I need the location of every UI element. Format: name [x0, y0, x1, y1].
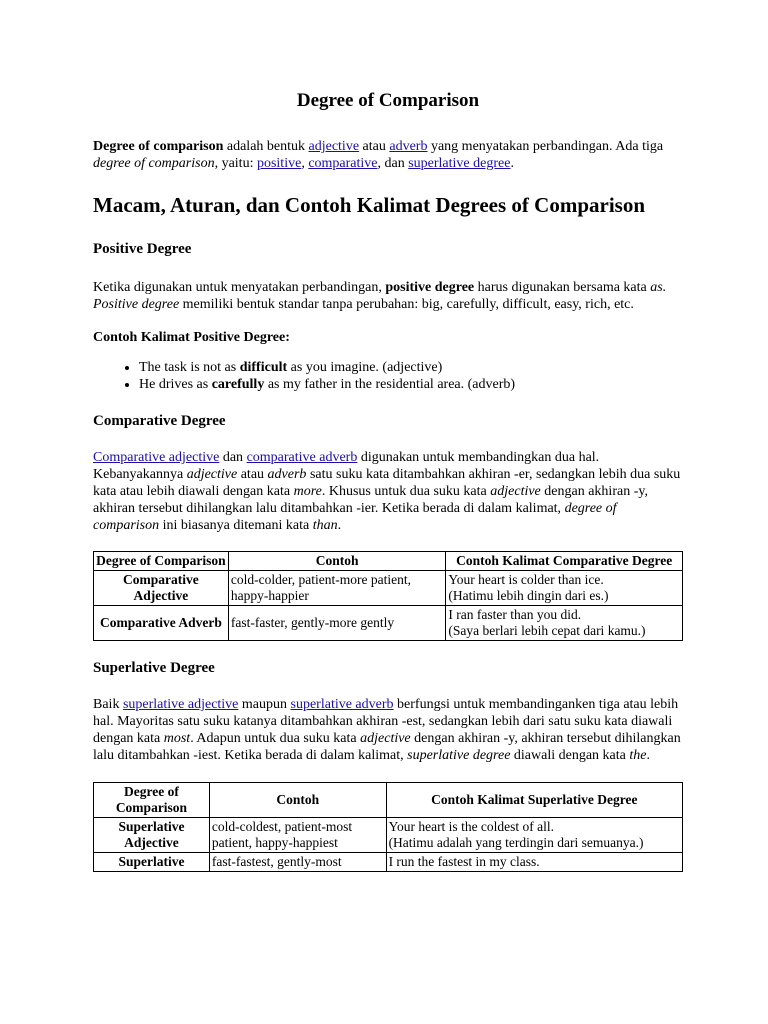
table-cell-example: cold-colder, patient-more patient, happy-happier — [228, 571, 446, 606]
superlative-italic: most — [163, 731, 191, 746]
comparative-italic: than — [312, 518, 338, 533]
table-row — [94, 818, 683, 853]
positive-text: memiliki bentuk standar tanpa perubahan: big, carefully, difficult, easy, rich, etc. — [179, 297, 634, 312]
intro-text: . — [510, 156, 514, 171]
comparative-italic: degree of comparison — [93, 501, 617, 533]
positive-example-heading — [93, 329, 683, 346]
comparative-degree-heading: Comparative Degree — [93, 413, 226, 429]
comparative-italic: adverb — [267, 467, 307, 482]
intro-text: adalah bentuk — [223, 139, 309, 154]
table-cell-sentence — [386, 818, 682, 853]
comparative-italic: adjective — [186, 467, 238, 482]
superlative-text: diawali dengan kata — [510, 748, 630, 763]
intro-text: , — [301, 156, 309, 171]
comparative-text: digunakan untuk membandingkan dua hal. Kebanyakannya — [93, 450, 600, 482]
comparative-table — [93, 551, 683, 641]
bullet-text: as you imagine. (adjective) — [287, 360, 443, 375]
document-content — [93, 88, 683, 872]
intro-text: yang menyatakan perbandingan. Ada tiga — [427, 139, 664, 154]
comparative-text: dan — [219, 450, 247, 465]
superlative-paragraph — [93, 696, 683, 764]
table-cell-example: fast-faster, gently-more gently — [228, 606, 446, 641]
bullet-bold: difficult — [239, 360, 288, 375]
link-positive[interactable]: positive — [256, 156, 302, 171]
positive-example-list — [93, 359, 683, 393]
superlative-degree-heading: Superlative Degree — [93, 660, 215, 676]
bullet-text: The task is not as — [139, 360, 240, 375]
comparative-text: ini biasanya ditemani kata — [159, 518, 313, 533]
sentence-text: I ran faster than you did. — [448, 607, 582, 622]
table-header: Degree of Comparison — [94, 783, 210, 818]
table-cell-sentence — [446, 571, 683, 606]
superlative-table — [93, 782, 683, 872]
comparative-text: atau — [237, 467, 268, 482]
sentence-text: Your heart is colder than ice. — [448, 572, 604, 587]
link-comparative-adverb[interactable]: comparative adverb — [246, 450, 358, 465]
link-superlative-adverb[interactable]: superlative adverb — [290, 697, 394, 712]
positive-text: Ketika digunakan untuk menyatakan perbandingan, — [93, 280, 386, 295]
list-item — [139, 359, 683, 376]
table-header: Contoh Kalimat Comparative Degree — [446, 552, 683, 571]
link-comparative[interactable]: comparative — [308, 156, 378, 171]
intro-paragraph — [93, 138, 683, 172]
superlative-text: . — [646, 748, 650, 763]
main-heading: Macam, Aturan, dan Contoh Kalimat Degrees of Comparison — [93, 193, 646, 217]
table-header-row — [94, 552, 683, 571]
table-cell-type: Comparative Adjective — [94, 571, 229, 606]
intro-bold-term: Degree of comparison — [93, 139, 224, 154]
positive-text: harus digunakan bersama kata — [474, 280, 651, 295]
positive-degree-heading: Positive Degree — [93, 241, 192, 257]
intro-text: , yaitu: — [214, 156, 257, 171]
superlative-text: Baik — [93, 697, 123, 712]
link-adjective[interactable]: adjective — [308, 139, 360, 154]
comparative-text: . Khusus untuk dua suku kata — [321, 484, 491, 499]
table-cell-type: Superlative — [94, 853, 210, 872]
comparative-text: satu suku kata ditambahkan akhiran -er, sedangkan lebih dua suku kata atau lebih diawali dengan kata — [93, 467, 681, 499]
superlative-text: maupun — [238, 697, 291, 712]
sentence-text: I run the fastest in my class. — [388, 854, 540, 869]
table-row — [94, 853, 683, 872]
table-cell-example: fast-fastest, gently-most — [209, 853, 386, 872]
link-superlative-adjective[interactable]: superlative adjective — [122, 697, 239, 712]
table-header: Contoh Kalimat Superlative Degree — [386, 783, 682, 818]
superlative-text: . Adapun untuk dua suku kata — [190, 731, 361, 746]
sentence-text: Your heart is the coldest of all. — [388, 819, 555, 834]
translation-text: (Hatimu adalah yang terdingin dari semuanya.) — [388, 835, 644, 850]
table-cell-type: Comparative Adverb — [94, 606, 229, 641]
positive-italic-term: as. Positive degree — [93, 280, 667, 312]
superlative-italic: adjective — [360, 731, 411, 746]
superlative-text: berfungsi untuk membandinganken tiga atau lebih hal. Mayoritas satu suku katanya ditambahkan akhiran -est, sedangkan lebih dari satu suku kata diawali dengan kata — [93, 697, 679, 746]
positive-paragraph — [93, 279, 683, 313]
intro-text: atau — [359, 139, 390, 154]
comparative-paragraph — [93, 449, 683, 534]
superlative-italic: superlative degree — [407, 748, 511, 763]
intro-text: , dan — [377, 156, 409, 171]
translation-text: (Saya berlari lebih cepat dari kamu.) — [448, 623, 646, 638]
table-cell-sentence — [446, 606, 683, 641]
intro-italic-term: degree of comparison — [93, 156, 215, 171]
bullet-text: He drives as — [139, 377, 212, 392]
link-superlative-degree[interactable]: superlative degree — [408, 156, 511, 171]
comparative-text: . — [337, 518, 342, 533]
translation-text: (Hatimu lebih dingin dari es.) — [448, 588, 609, 603]
table-header: Degree of Comparison — [94, 552, 229, 571]
comparative-italic: adjective — [490, 484, 541, 499]
table-header: Contoh — [228, 552, 446, 571]
positive-example-heading-text: Contoh Kalimat Positive Degree: — [93, 330, 290, 345]
table-cell-example: cold-coldest, patient-most patient, happy-happiest — [209, 818, 386, 853]
page-title: Degree of Comparison — [296, 90, 480, 111]
table-row — [94, 606, 683, 641]
table-header: Contoh — [209, 783, 386, 818]
positive-bold-term: positive degree — [385, 280, 475, 295]
link-comparative-adjective[interactable]: Comparative adjective — [93, 450, 220, 465]
table-header-row — [94, 783, 683, 818]
bullet-bold: carefully — [211, 377, 265, 392]
link-adverb[interactable]: adverb — [389, 139, 428, 154]
superlative-italic: the — [629, 748, 647, 763]
table-cell-sentence — [386, 853, 682, 872]
table-cell-type: Superlative Adjective — [94, 818, 210, 853]
bullet-text: as my father in the residential area. (adverb) — [264, 377, 516, 392]
table-row — [94, 571, 683, 606]
superlative-text: dengan akhiran -y, akhiran tersebut dihilangkan lalu ditambahkan -iest. Ketika berada di dalam kalimat, — [93, 731, 681, 763]
list-item — [139, 376, 683, 393]
comparative-text: dengan akhiran -y, akhiran tersebut dihilangkan lalu ditambahkan -ier. Ketika berada di dalam kalimat, — [93, 484, 648, 516]
comparative-italic: more — [293, 484, 322, 499]
